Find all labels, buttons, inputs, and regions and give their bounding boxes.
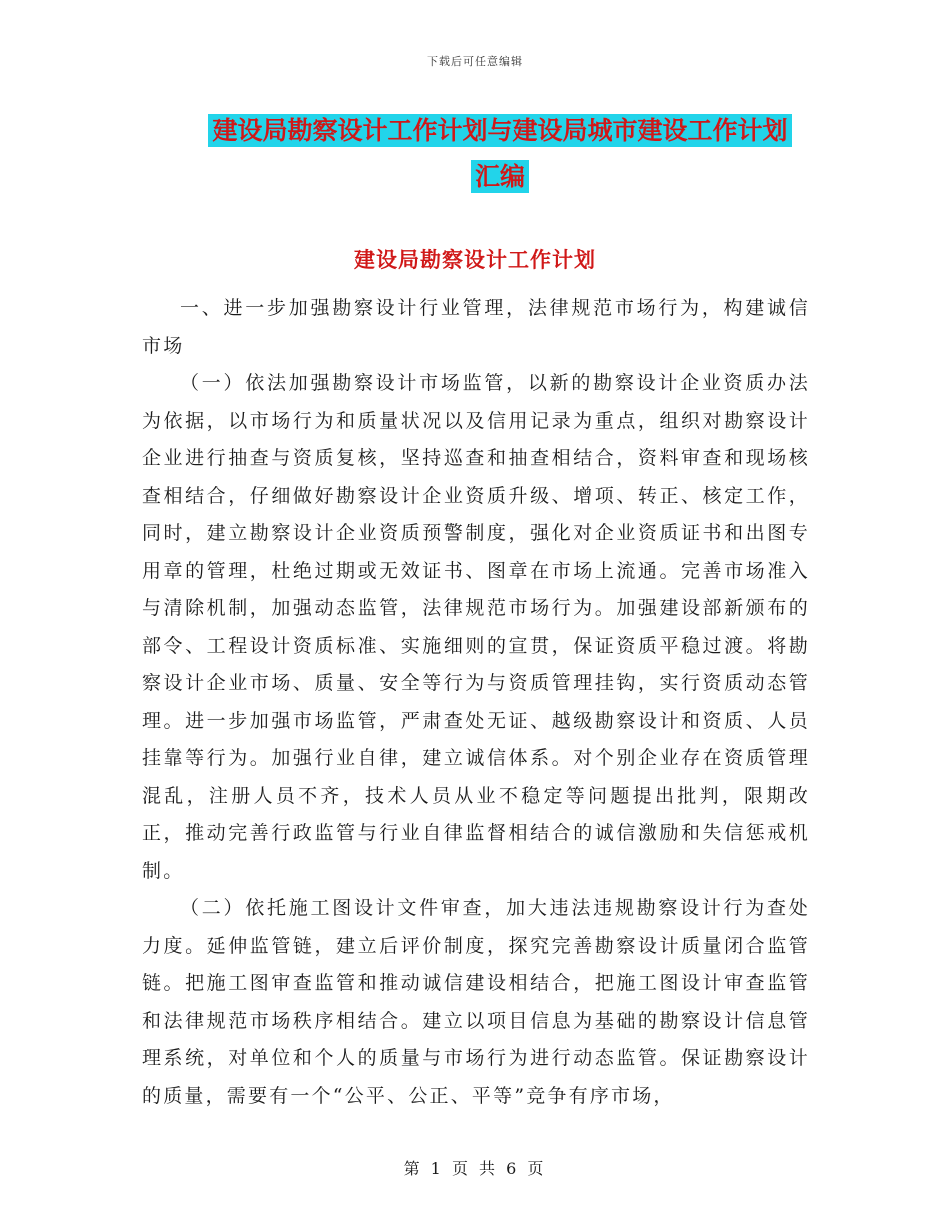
header-note: 下载后可任意编辑: [427, 55, 523, 68]
document-title: [190, 108, 810, 200]
document-title-line-2: 汇编: [471, 160, 529, 193]
paragraph: （二）依托施工图设计文件审查，加大违法违规勘察设计行为查处力度。延伸监管链，建立后评价制度，探究完善勘察设计质量闭合监管链。把施工图审查监管和推动诚信建设相结合，把施工图设计审查监管和法律规范市场秩序相结合。建立以项目信息为基础的勘察设计信息管理系统，对单位和个人的质量与市场行为进行动态监管。保证勘察设计的质量，需要有一个“公平、公正、平等”竞争有序市场，: [142, 897, 810, 1107]
paragraph: 一、进一步加强勘察设计行业管理，法律规范市场行为，构建诚信市场: [142, 297, 810, 357]
paragraph: （一）依法加强勘察设计市场监管，以新的勘察设计企业资质办法为依据，以市场行为和质量状况以及信用记录为重点，组织对勘察设计企业进行抽查与资质复核，坚持巡查和抽查相结合，资料审查和现场核查相结合，仔细做好勘察设计企业资质升级、增项、转正、核定工作，同时，建立勘察设计企业资质预警制度，强化对企业资质证书和出图专用章的管理，杜绝过期或无效证书、图章在市场上流通。完善市场准入与清除机制，加强动态监管，法律规范市场行为。加强建设部新颁布的部令、工程设计资质标准、实施细则的宣贯，保证资质平稳过渡。将勘察设计企业市场、质量、安全等行为与资质管理挂钩，实行资质动态管理。进一步加强市场监管，严肃查处无证、越级勘察设计和资质、人员挂靠等行为。加强行业自律，建立诚信体系。对个别企业存在资质管理混乱，注册人员不齐，技术人员从业不稳定等问题提出批判，限期改正，推动完善行政监管与行业自律监督相结合的诚信激励和失信惩戒机制。: [142, 372, 810, 882]
document-body: [142, 290, 810, 1115]
page-number: 第 1 页 共 6 页: [403, 1159, 547, 1178]
document-title-line-1: 建设局勘察设计工作计划与建设局城市建设工作计划: [208, 114, 791, 147]
section-title: 建设局勘察设计工作计划: [354, 248, 596, 272]
